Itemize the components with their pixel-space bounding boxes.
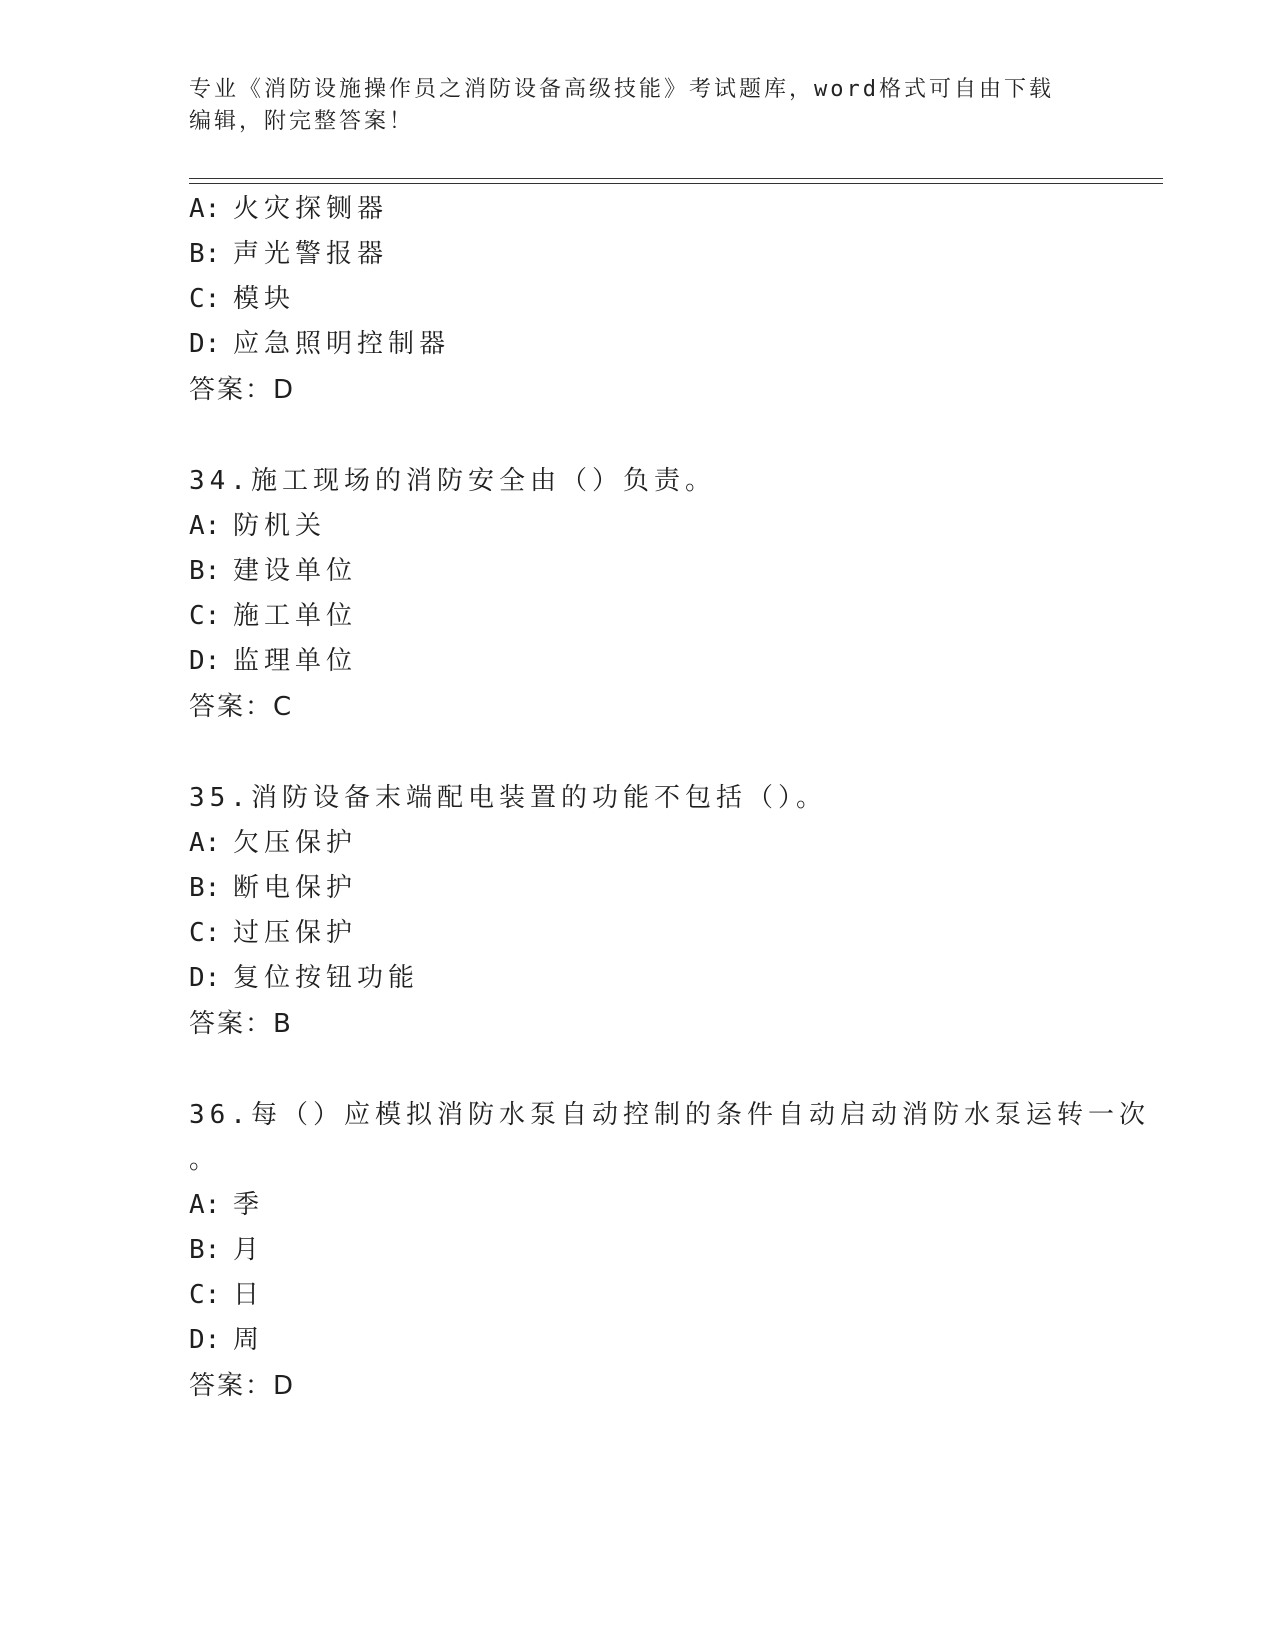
option-text: 建设单位 — [233, 556, 358, 586]
option-c — [189, 917, 357, 949]
answer-line: 答案：B — [189, 1009, 293, 1039]
option-letter: C: — [189, 918, 221, 948]
question-36: 36.每（）应模拟消防水泵自动控制的条件自动启动消防水泵运转一次 — [189, 1100, 1150, 1130]
option-d — [189, 328, 450, 360]
option-c — [189, 283, 295, 315]
option-d — [189, 1324, 264, 1356]
option-letter: A: — [189, 194, 221, 224]
option-letter: A: — [189, 1190, 221, 1220]
header-divider-top — [189, 178, 1163, 179]
option-letter: B: — [189, 556, 221, 586]
option-text: 过压保护 — [233, 918, 358, 948]
question-35: 35.消防设备末端配电装置的功能不包括（）。 — [189, 783, 827, 813]
option-text: 复位按钮功能 — [233, 963, 420, 993]
option-d — [189, 645, 357, 677]
option-text: 防机关 — [233, 511, 327, 541]
option-text: 施工单位 — [233, 601, 358, 631]
option-letter: D: — [189, 1325, 221, 1355]
option-text: 监理单位 — [233, 646, 358, 676]
header-divider-bottom — [189, 183, 1163, 184]
option-b — [189, 1234, 264, 1266]
question-34: 34.施工现场的消防安全由（）负责。 — [189, 466, 716, 496]
option-letter: D: — [189, 329, 221, 359]
option-a — [189, 510, 326, 542]
option-letter: B: — [189, 873, 221, 903]
answer-line: 答案：D — [189, 375, 296, 405]
option-a — [189, 193, 388, 225]
option-letter: B: — [189, 239, 221, 269]
option-text: 火灾探铡器 — [233, 194, 389, 224]
option-text: 断电保护 — [233, 873, 358, 903]
option-letter: D: — [189, 963, 221, 993]
option-text: 应急照明控制器 — [233, 329, 451, 359]
option-a — [189, 827, 357, 859]
answer-line: 答案：D — [189, 1371, 296, 1401]
option-text: 季 — [233, 1190, 265, 1220]
option-text: 欠压保护 — [233, 828, 358, 858]
option-letter: C: — [189, 1280, 221, 1310]
option-letter: A: — [189, 828, 221, 858]
option-text: 模块 — [233, 284, 296, 314]
option-d — [189, 962, 419, 994]
option-text: 月 — [233, 1235, 265, 1265]
option-c — [189, 600, 357, 632]
option-b — [189, 238, 388, 270]
option-text: 日 — [233, 1280, 265, 1310]
option-letter: A: — [189, 511, 221, 541]
option-b — [189, 555, 357, 587]
option-letter: C: — [189, 601, 221, 631]
option-text: 周 — [233, 1325, 265, 1355]
option-letter: C: — [189, 284, 221, 314]
option-c — [189, 1279, 264, 1311]
option-b — [189, 872, 357, 904]
option-letter: B: — [189, 1235, 221, 1265]
option-letter: D: — [189, 646, 221, 676]
answer-line: 答案：C — [189, 692, 294, 722]
option-text: 声光警报器 — [233, 239, 389, 269]
option-a — [189, 1189, 264, 1221]
document-header: 专业《消防设施操作员之消防设备高级技能》考试题库，word格式可自由下载编辑，附完整答案！ — [189, 77, 1054, 134]
question-36-continuation: 。 — [189, 1145, 221, 1175]
